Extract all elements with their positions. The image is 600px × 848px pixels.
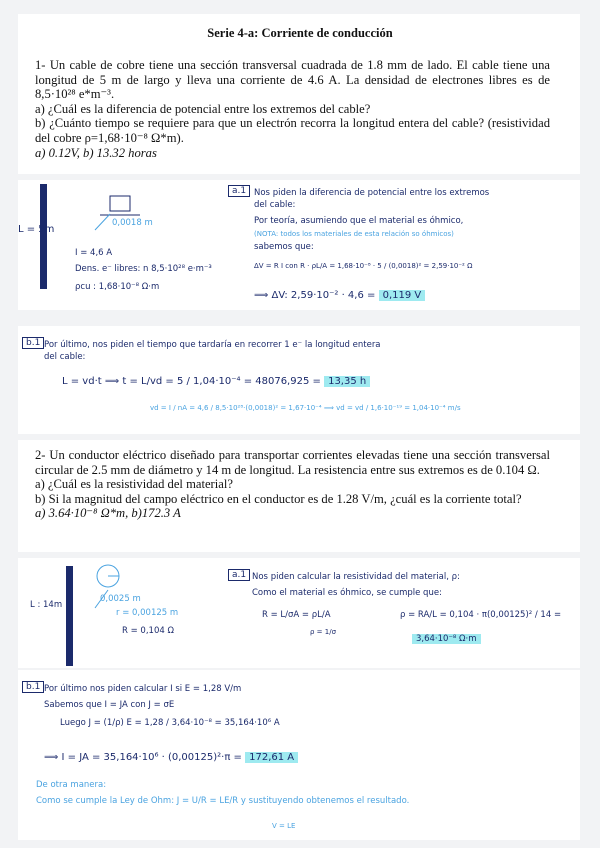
problem2-statement: 2- Un conductor eléctrico diseñado para transportar corrientes elevadas tiene una sección transversal circular de 2.5 mm de diámetro y 14 m de longitud. La resistencia entre sus extremos es de 0.104 Ω. bbox=[35, 448, 550, 477]
notes2-a-eq1b: ρ = 1/σ bbox=[310, 628, 337, 636]
notes2-a-result: 3,64·10⁻⁸ Ω·m bbox=[412, 634, 481, 644]
cable2-sketch bbox=[66, 566, 73, 666]
notes2-a-line2: Como el material es óhmico, se cumple que: bbox=[252, 588, 442, 598]
page-title: Serie 4-a: Corriente de conducción bbox=[207, 26, 393, 40]
notes2-b-eq: ⟹ I = JA = 35,164·10⁶ · (0,00125)²·π = 172,61 A bbox=[44, 752, 298, 763]
notes2-c-line1: De otra manera: bbox=[36, 780, 107, 790]
problem2-question-a: a) ¿Cuál es la resistividad del material? bbox=[35, 477, 233, 492]
problem2-answer: a) 3.64·10⁻⁸ Ω*m, b)172.3 A bbox=[35, 506, 181, 521]
notes2-b-label: b.1 bbox=[22, 682, 44, 692]
notes1-a-line4: sabemos que: bbox=[254, 242, 314, 252]
length2-label: L : 14m bbox=[30, 600, 63, 610]
notes1-a-line2: del cable: bbox=[254, 200, 296, 210]
notes1-a-result: 0,119 V bbox=[379, 290, 426, 301]
notes2-c-line3: V = LE bbox=[272, 822, 296, 830]
problem1-answer: a) 0.12V, b) 13.32 horas bbox=[35, 145, 157, 160]
notes1-a-line1: Nos piden la diferencia de potencial entre los extremos bbox=[254, 188, 490, 198]
notes1-a-line3: Por teoría, asumiendo que el material es óhmico, bbox=[254, 216, 464, 226]
problem2-question-b: b) Si la magnitud del campo eléctrico en el conductor es de 1.28 V/m, ¿cuál es la corriente total? bbox=[35, 491, 522, 506]
notes1-a-note: (NOTA: todos los materiales de esta relación so óhmicos) bbox=[254, 230, 454, 238]
side-label: 0,0018 m bbox=[112, 218, 153, 228]
notes1-b-line2: del cable: bbox=[44, 352, 86, 362]
diameter-label: 0,0025 m bbox=[100, 594, 141, 604]
arrow-icon bbox=[95, 214, 110, 230]
problem1-statement: 1- Un cable de cobre tiene una sección transversal cuadrada de 1.8 mm de lado. El cable tiene una longitud de 5 m de largo y lleva una corriente de 4.6 A. La densidad de electrones libres es de 8,5·10²⁸ e*m⁻³. bbox=[35, 58, 550, 102]
notes1-b-eq2: vd = I / nA = 4,6 / 8,5·10²⁸·(0,0018)² = 1,67·10⁻⁴ ⟹ vd = vd / 1,6·10⁻¹⁹ = 1,04·10⁻⁴ m/s bbox=[150, 404, 461, 412]
notes1-a-eq1: ΔV = R I con R · ρL/A = 1,68·10⁻⁸ · 5 / (0,0018)² = 2,59·10⁻² Ω bbox=[254, 262, 473, 270]
notes2-b-line3: Luego J = (1/ρ) E = 1,28 / 3,64·10⁻⁸ = 35,164·10⁶ A bbox=[60, 718, 280, 728]
cable-sketch bbox=[40, 184, 47, 289]
problem1-question-a: a) ¿Cuál es la diferencia de potencial entre los extremos del cable? bbox=[35, 101, 371, 116]
notes1-b-eq1: L = vd·t ⟹ t = L/vd = 5 / 1,04·10⁻⁴ = 48076,925 = 13,35 h bbox=[62, 376, 370, 387]
resistivity-label: ρcu : 1,68·10⁻⁸ Ω·m bbox=[75, 282, 160, 292]
resistance-label: R = 0,104 Ω bbox=[122, 626, 174, 636]
notes2-a-result-line bbox=[412, 634, 481, 644]
notes2-a-line1: Nos piden calcular la resistividad del material, ρ: bbox=[252, 572, 460, 582]
notes2-b-result: 172,61 A bbox=[245, 752, 298, 763]
notes2-a-label: a.1 bbox=[228, 570, 250, 580]
notes2-b-line2: Sabemos que I = JA con J = σE bbox=[44, 700, 175, 710]
length-label: L = 5m bbox=[18, 224, 55, 235]
current-label: I = 4,6 A bbox=[75, 248, 113, 258]
notes1-b-line1: Por último, nos piden el tiempo que tardaría en recorrer 1 e⁻ la longitud entera bbox=[44, 340, 381, 350]
notes2-c-line2: Como se cumple la Ley de Ohm: J = U/R = LE/R y sustituyendo obtenemos el resultado. bbox=[36, 796, 410, 806]
problem1-question-b: b) ¿Cuánto tiempo se requiere para que un electrón recorra la longitud entera del cable? (resistividad del cobre ρ=1,68·10⁻⁸ Ω*m). bbox=[35, 116, 550, 145]
radius-label: r = 0,00125 m bbox=[116, 608, 179, 618]
notes1-b-result: 13,35 h bbox=[324, 376, 370, 387]
notes2-a-eq1: R = L/σA = ρL/A bbox=[262, 610, 331, 620]
notes1-b-label: b.1 bbox=[22, 338, 44, 348]
notes2-b-line1: Por último nos piden calcular I si E = 1,28 V/m bbox=[44, 684, 242, 694]
density-label: Dens. e⁻ libres: n 8,5·10²⁸ e·m⁻³ bbox=[75, 264, 212, 274]
notes1-a-label: a.1 bbox=[228, 186, 250, 196]
notes2-a-eq2: ρ = RA/L = 0,104 · π(0,00125)² / 14 = bbox=[400, 610, 562, 620]
notes1-a-eq2: ⟹ ΔV: 2,59·10⁻² · 4,6 = 0,119 V bbox=[254, 290, 425, 301]
